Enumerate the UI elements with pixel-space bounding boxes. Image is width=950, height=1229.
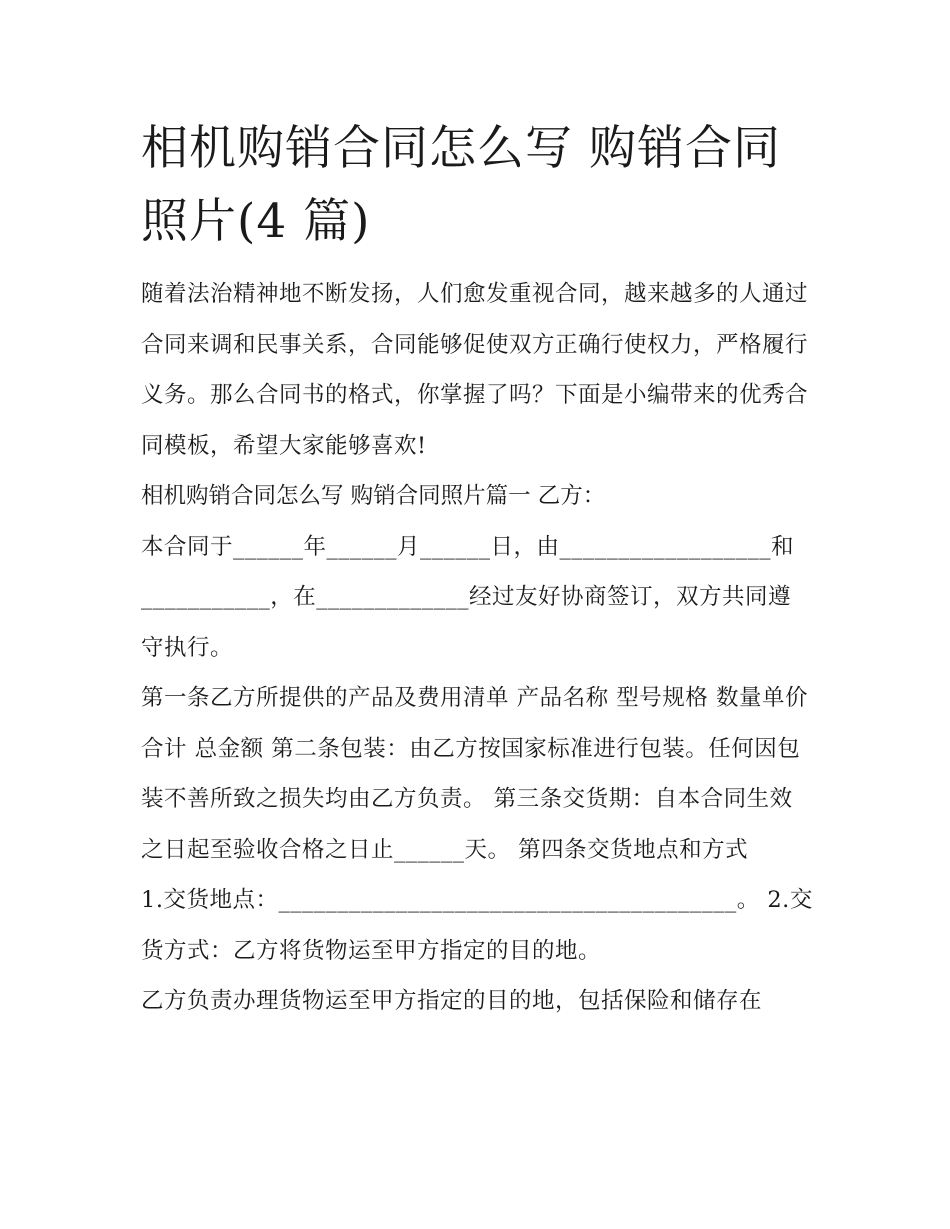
responsibility-paragraph: 乙方负责办理货物运至甲方指定的目的地，包括保险和储存在 (141, 988, 763, 1014)
contract-articles-paragraph: 第一条乙方所提供的产品及费用清单 产品名称 型号规格 数量单价 合计 总金额 第二条包装：由乙方按国家标准进行包装。任何因包装不善所致之损失均由乙方负责。 第三条交货期：自本合同生效之日起至验收合格之日止______天。 第四条交货地点和方式 (141, 685, 808, 863)
intro-paragraph: 随着法治精神地不断发扬，人们愈发重视合同，越来越多的人通过合同来调和民事关系，合同能够促使双方正确行使权力，严格履行义务。那么合同书的格式，你掌握了吗？下面是小编带来的优秀合同模板，希望大家能够喜欢! (141, 281, 809, 459)
delivery-paragraph: 1.交货地点：_______________________________________。 2.交货方式：乙方将货物运至甲方指定的目的地。 (141, 887, 813, 964)
document-page (141, 112, 813, 1027)
contract-date-paragraph: 本合同于______年______月______日，由__________________和___________，在_____________经过友好协商签订，双方共同遵守执行。 (141, 533, 795, 661)
section-heading: 相机购销合同怎么写 购销合同照片篇一 乙方： (141, 483, 606, 509)
document-title: 相机购销合同怎么写 购销合同照片(4 篇) (141, 121, 781, 249)
